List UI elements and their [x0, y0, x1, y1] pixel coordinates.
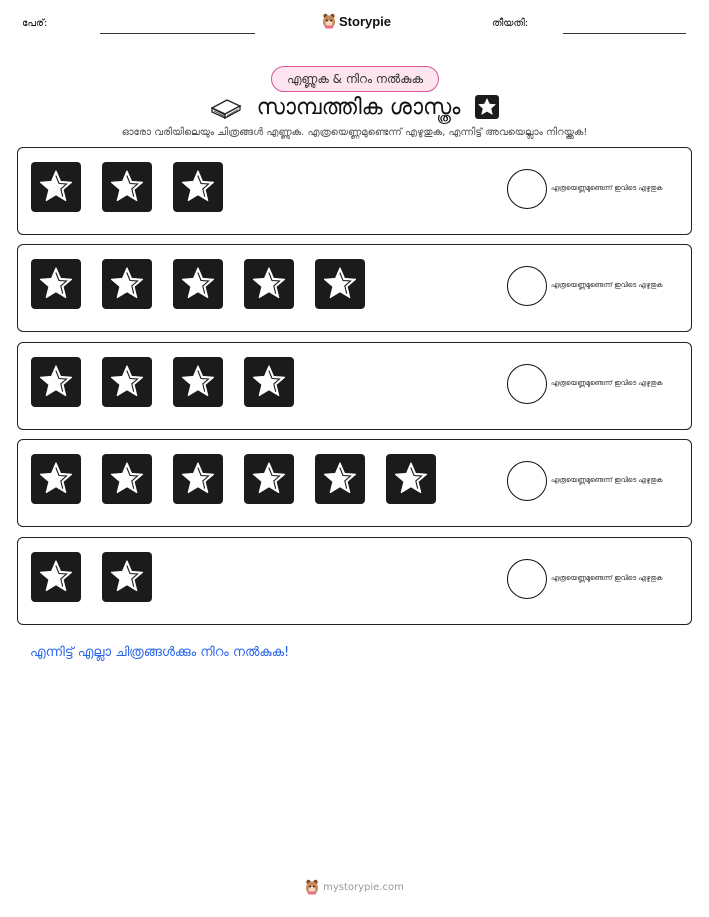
brand-name: Storypie: [339, 13, 392, 29]
star-icon: [178, 362, 218, 402]
star-picture[interactable]: [102, 259, 152, 309]
star-icon: [320, 264, 360, 304]
star-icon: [391, 459, 431, 499]
star-icon: [107, 557, 147, 597]
star-picture[interactable]: [102, 162, 152, 212]
answer-hint: എത്രയെണ്ണമുണ്ടെന്ന് ഇവിടെ എഴുതുക: [551, 281, 663, 289]
star-picture[interactable]: [31, 357, 81, 407]
star-group: [31, 454, 436, 504]
star-icon: [178, 167, 218, 207]
star-picture[interactable]: [31, 454, 81, 504]
answer-hint: എത്രയെണ്ണമുണ്ടെന്ന് ഇവിടെ എഴുതുക: [551, 574, 663, 582]
star-icon: [36, 459, 76, 499]
answer-hint: എത്രയെണ്ണമുണ്ടെന്ന് ഇവിടെ എഴുതുക: [551, 476, 663, 484]
name-line[interactable]: [100, 33, 255, 34]
answer-circle[interactable]: [507, 364, 547, 404]
star-picture[interactable]: [31, 259, 81, 309]
star-icon: [36, 167, 76, 207]
answer-circle[interactable]: [507, 461, 547, 501]
star-picture[interactable]: [173, 162, 223, 212]
worksheet-title: സാമ്പത്തിക ശാസ്ത്രം: [256, 94, 461, 120]
star-picture[interactable]: [173, 259, 223, 309]
star-picture[interactable]: [244, 259, 294, 309]
star-icon: [249, 362, 289, 402]
star-icon: [249, 264, 289, 304]
date-label: തീയതി:: [492, 18, 529, 29]
star-icon: [36, 264, 76, 304]
count-row: [17, 147, 692, 235]
star-icon: [107, 167, 147, 207]
star-picture[interactable]: [173, 357, 223, 407]
site-url: mystorypie.com: [323, 881, 404, 893]
star-picture[interactable]: [31, 162, 81, 212]
star-picture[interactable]: [102, 357, 152, 407]
title-row: [0, 90, 709, 124]
star-icon: [36, 557, 76, 597]
answer-hint: എത്രയെണ്ണമുണ്ടെന്ന് ഇവിടെ എഴുതുക: [551, 184, 663, 192]
answer-circle[interactable]: [507, 559, 547, 599]
star-icon: [249, 459, 289, 499]
answer-circle[interactable]: [507, 266, 547, 306]
book-icon: [209, 94, 243, 120]
star-picture[interactable]: [244, 357, 294, 407]
count-row: [17, 439, 692, 527]
count-row: [17, 537, 692, 625]
footer-note: എന്നിട്ട് എല്ലാ ചിത്രങ്ങൾക്കും നിറം നൽകുക!: [30, 645, 290, 660]
star-icon: [178, 459, 218, 499]
star-icon: [107, 459, 147, 499]
name-label: പേര്:: [22, 18, 48, 29]
count-row: [17, 244, 692, 332]
star-icon: [107, 264, 147, 304]
star-picture[interactable]: [102, 552, 152, 602]
star-picture[interactable]: [386, 454, 436, 504]
star-icon: [107, 362, 147, 402]
storypie-logo-icon: [305, 879, 319, 895]
instructions: ഓരോ വരിയിലെയും ചിത്രങ്ങൾ എണ്ണുക. എത്രയെണ്ണമുണ്ടെന്ന് എഴുതുക, എന്നിട്ട് അവയെല്ലാം നിറയ്ക്കുക!: [121, 127, 588, 138]
site-footer: [0, 879, 709, 895]
star-picture[interactable]: [102, 454, 152, 504]
storypie-logo-icon: [322, 13, 336, 29]
answer-circle[interactable]: [507, 169, 547, 209]
star-picture[interactable]: [31, 552, 81, 602]
star-group: [31, 162, 223, 212]
star-icon: [36, 362, 76, 402]
star-group: [31, 552, 152, 602]
answer-hint: എത്രയെണ്ണമുണ്ടെന്ന് ഇവിടെ എഴുതുക: [551, 379, 663, 387]
date-line[interactable]: [563, 33, 686, 34]
star-picture[interactable]: [315, 259, 365, 309]
star-icon: [474, 94, 500, 120]
activity-badge: എണ്ണുക & നിറം നൽകുക: [271, 66, 439, 92]
brand: [322, 13, 391, 29]
count-row: [17, 342, 692, 430]
star-picture[interactable]: [315, 454, 365, 504]
star-picture[interactable]: [173, 454, 223, 504]
star-icon: [178, 264, 218, 304]
star-group: [31, 259, 365, 309]
star-icon: [320, 459, 360, 499]
star-group: [31, 357, 294, 407]
star-picture[interactable]: [244, 454, 294, 504]
